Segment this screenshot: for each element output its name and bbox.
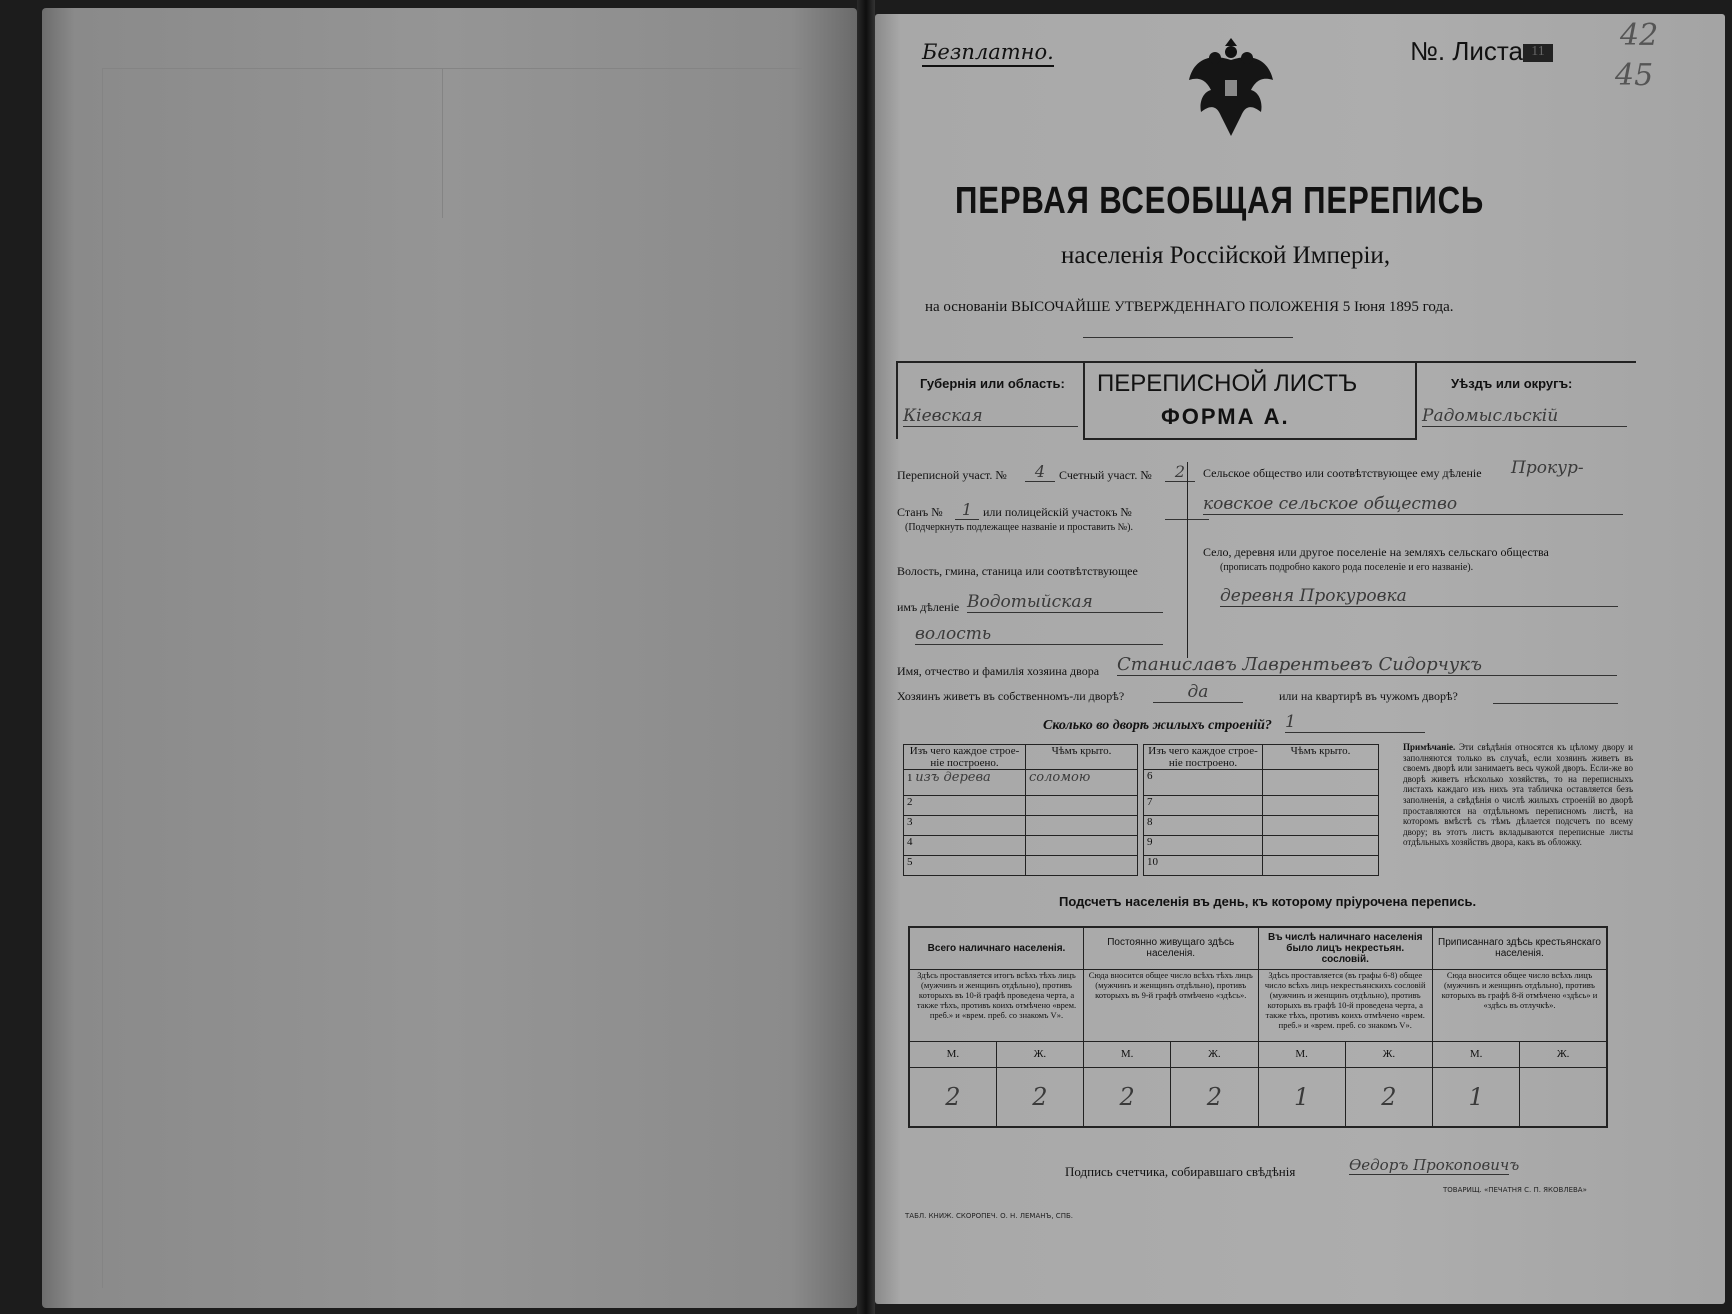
form-box-divider (1083, 361, 1085, 439)
building-row-roof (1263, 856, 1379, 876)
permanent-female-count: 2 (1171, 1067, 1258, 1127)
female-column-header: Ж. (1171, 1041, 1258, 1067)
roof-column-header: Чѣмъ крыто. (1026, 745, 1138, 770)
registered-female-count (1520, 1067, 1607, 1127)
volost-value-2: волость (915, 624, 1163, 645)
building-row-material: 6 (1144, 770, 1263, 796)
female-column-header: Ж. (1520, 1041, 1607, 1067)
material-column-header: Изъ чего каждое строе-ніе построено. (1144, 745, 1263, 770)
signature-value: Ѳедоръ Прокоповичъ (1349, 1156, 1520, 1174)
buildings-label: Сколько во дворѣ жилыхъ строеній? (1043, 718, 1272, 733)
total-male-count: 2 (909, 1067, 996, 1127)
building-row-roof (1026, 796, 1138, 816)
building-row-roof (1263, 836, 1379, 856)
non-peasant-header: Въ числѣ наличнаго населенія было лицъ некрестьян. сословій. (1258, 927, 1433, 969)
imprint-right: ТОВАРИЩ. «ПЕЧАТНЯ С. П. ЯКОВЛЕВА» (1443, 1186, 1587, 1194)
gubernia-label: Губернія или область: (920, 376, 1065, 391)
form-box-bottom (1083, 438, 1417, 440)
form-box-top (896, 361, 1636, 363)
uezd-value: Радомысльскій (1422, 406, 1627, 427)
buildings-table-left (903, 744, 1138, 876)
note-label: Примѣчаніе. (1403, 742, 1456, 752)
left-blank-page (42, 8, 857, 1308)
building-row-material: 7 (1144, 796, 1263, 816)
counting-district-value: 2 (1165, 462, 1195, 482)
uezd-label: Уѣздъ или округъ: (1451, 376, 1573, 391)
ghost-line (102, 68, 103, 1288)
population-table (908, 926, 1608, 1128)
fields-divider (1187, 462, 1188, 658)
village-note: (прописать подробно какого рода поселеніе и его названіе). (1220, 562, 1474, 573)
building-row-material: 10 (1144, 856, 1263, 876)
form-box-divider (1415, 361, 1417, 439)
book-gutter (857, 0, 875, 1314)
ghost-line (102, 68, 802, 69)
building-row-material: 1 изъ дерева (904, 770, 1026, 796)
total-population-header: Всего наличнаго населенія. (909, 927, 1084, 969)
stan-value: 1 (955, 500, 979, 520)
building-row-material: 8 (1144, 816, 1263, 836)
female-column-header: Ж. (1345, 1041, 1432, 1067)
owner-label: Имя, отчество и фамилія хозяина двора (897, 664, 1100, 678)
gubernia-value: Кіевская (903, 406, 1078, 427)
registered-peasant-header: Приписаннаго здѣсь крестьянскаго населенія. (1433, 927, 1608, 969)
own-yard-value: да (1153, 682, 1243, 703)
society-value-2: ковское сельское общество (1203, 494, 1623, 515)
male-column-header: М. (1433, 1041, 1520, 1067)
rented-label: или на квартирѣ въ чужомъ дворѣ? (1279, 689, 1458, 703)
sheet-title: ПЕРЕПИСНОЙ ЛИСТЪ (1097, 370, 1358, 397)
census-district-value: 4 (1025, 462, 1055, 482)
building-row-roof (1026, 856, 1138, 876)
building-row-roof (1263, 770, 1379, 796)
female-column-header: Ж. (996, 1041, 1083, 1067)
sheet-number-label: №. Листа (1410, 36, 1524, 66)
note-text: Эти свѣдѣнія относятся къ цѣлому двору и заполняются только въ случаѣ, если хозяинъ живетъ въ своемъ дворѣ или занимаетъ весь чужой дворъ. Если-же во дворѣ живетъ нѣсколько хозяйствъ, то на переписныхъ листахъ каждаго изъ нихъ эта табличка оставляется безъ заполненія, а свѣдѣнія о числѣ жилыхъ строеній во дворѣ проставляются на отдѣльномъ переписномъ листѣ, на которомъ вмѣстѣ съ тѣмъ дѣлается подсчетъ по всему двору; въ этотъ листъ вкладываются переписные листы отдѣльныхъ хозяйствъ двора, какъ въ обложку. (1403, 742, 1633, 848)
building-row-roof (1026, 816, 1138, 836)
total-female-count: 2 (996, 1067, 1083, 1127)
census-form-page (875, 14, 1725, 1304)
building-row-material: 9 (1144, 836, 1263, 856)
note-block (1403, 742, 1633, 848)
ornament-divider (1083, 337, 1293, 338)
census-district-label: Переписной участ. № (897, 468, 1007, 482)
population-title: Подсчетъ населенія въ день, къ которому пріурочена перепись. (1059, 894, 1477, 909)
male-column-header: М. (909, 1041, 996, 1067)
stan-label: Станъ № (897, 505, 943, 519)
title-line-3: на основаніи ВЫСОЧАЙШЕ УТВЕРЖДЕННАГО ПОЛОЖЕНІЯ 5 Іюня 1895 года. (925, 299, 1454, 315)
non-peasant-male-count: 1 (1258, 1067, 1345, 1127)
village-value: деревня Прокуровка (1220, 586, 1618, 607)
page-number-top: 42 (1620, 18, 1659, 53)
building-row-roof (1026, 836, 1138, 856)
signature-label: Подпись счетчика, собиравшаго свѣдѣнія (1065, 1164, 1296, 1179)
rented-value-line (1493, 703, 1618, 704)
imprint-left: ТАБЛ. КНИЖ. СКОРОПЕЧ. О. Н. ЛЕМАНЪ, СПБ. (905, 1212, 1073, 1220)
roof-column-header: Чѣмъ крыто. (1263, 745, 1379, 770)
page-title: ПЕРВАЯ ВСЕОБЩАЯ ПЕРЕПИСЬ (955, 180, 1485, 222)
free-label: Безплатно. (922, 40, 1054, 67)
registered-male-count: 1 (1433, 1067, 1520, 1127)
form-name: ФОРМА А. (1161, 404, 1290, 429)
volost-label-1: Волость, гмина, станица или соотвѣтствующее (897, 564, 1138, 578)
form-box-left (896, 361, 898, 439)
sheet-number-value: 11 (1523, 44, 1553, 62)
society-label: Сельское общество или соотвѣтствующее ему дѣленіе (1203, 466, 1482, 480)
volost-label-2: имъ дѣленіе (897, 600, 960, 614)
own-yard-label: Хозяинъ живетъ въ собственномъ-ли дворѣ? (897, 689, 1125, 703)
male-column-header: М. (1084, 1041, 1171, 1067)
underline-note: (Подчеркнуть подлежащее названіе и проставить №). (905, 522, 1133, 533)
building-row-roof (1263, 816, 1379, 836)
total-population-desc: Здѣсь проставляется итогъ всѣхъ тѣхъ лицъ (мужчинъ и женщинъ отдѣльно), противъ которыхъ въ 10-й графѣ проведена черта, а также тѣхъ, противъ коихъ отмѣчено «врем. преб.» и «врем. преб. со знакомъ V». (909, 969, 1084, 1041)
buildings-value: 1 (1285, 712, 1425, 733)
building-row-material: 2 (904, 796, 1026, 816)
permanent-male-count: 2 (1084, 1067, 1171, 1127)
building-row-roof: соломою (1026, 770, 1138, 796)
page-number-bottom: 45 (1615, 58, 1654, 93)
male-column-header: М. (1258, 1041, 1345, 1067)
building-row-roof (1263, 796, 1379, 816)
owner-value: Станиславъ Лаврентьевъ Сидорчукъ (1117, 654, 1617, 676)
building-row-material: 3 (904, 816, 1026, 836)
non-peasant-female-count: 2 (1345, 1067, 1432, 1127)
double-headed-eagle-icon (1187, 32, 1275, 142)
permanent-population-header: Постоянно живущаго здѣсь населенія. (1084, 927, 1259, 969)
non-peasant-desc: Здѣсь проставляется (въ графы 6-8) общее число всѣхъ лицъ некрестьянскихъ сословій (мужчинъ и женщинъ отдѣльно), противъ которыхъ въ графѣ 10-й проведена черта, а также тѣхъ, противъ коихъ отмѣчено «врем. преб.» и «врем. преб. со знакомъ V». (1258, 969, 1433, 1041)
village-label: Село, деревня или другое поселеніе на земляхъ сельскаго общества (1203, 545, 1549, 559)
title-line-2: населенія Россійской Имперіи, (1061, 242, 1391, 269)
buildings-table-right (1143, 744, 1379, 876)
registered-peasant-desc: Сюда вносится общее число всѣхъ лицъ (мужчинъ и женщинъ отдѣльно), противъ которыхъ въ графѣ 8-й отмѣчено «здѣсь» и «здѣсь въ отлучкѣ». (1433, 969, 1608, 1041)
volost-value-1: Водотыйская (967, 592, 1163, 613)
police-label: или полицейскій участокъ № (983, 505, 1132, 519)
building-row-material: 4 (904, 836, 1026, 856)
permanent-population-desc: Сюда вносится общее число всѣхъ тѣхъ лицъ (мужчинъ и женщинъ отдѣльно), противъ которыхъ въ 9-й графѣ отмѣчено «здѣсь». (1084, 969, 1259, 1041)
material-column-header: Изъ чего каждое строе-ніе построено. (904, 745, 1026, 770)
society-value-1: Прокур- (1511, 458, 1584, 478)
building-row-material: 5 (904, 856, 1026, 876)
counting-district-label: Счетный участ. № (1059, 468, 1152, 482)
ghost-line (442, 68, 443, 218)
